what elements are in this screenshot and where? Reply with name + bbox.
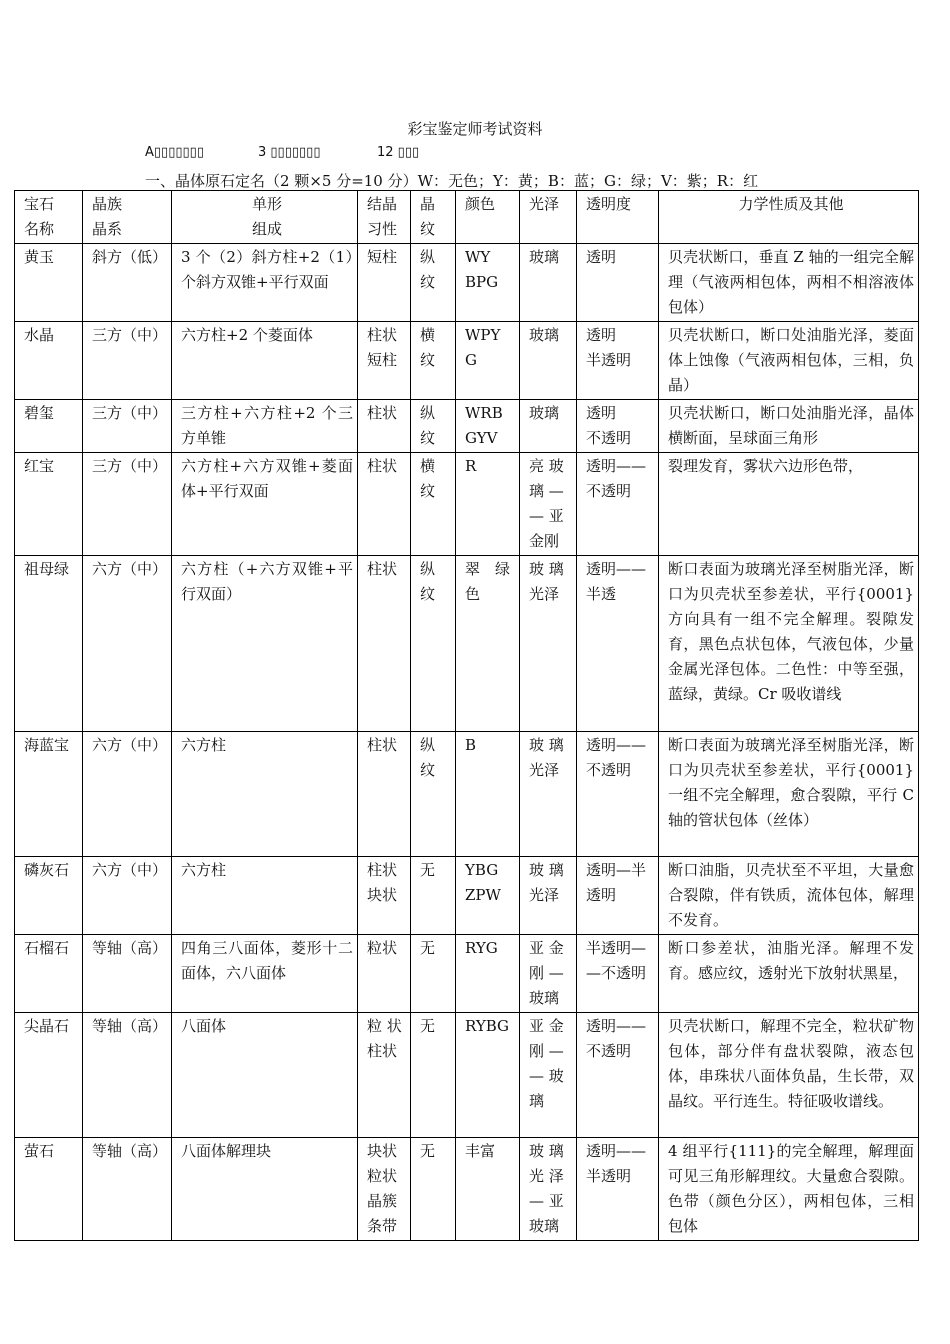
cell-habit: 短柱 xyxy=(358,244,411,322)
cell-family: 等轴（高） xyxy=(83,935,172,1013)
cell-striation: 横 纹 xyxy=(411,453,456,556)
cell-habit: 粒 状 柱状 xyxy=(358,1013,411,1138)
cell-striation: 纵 纹 xyxy=(411,244,456,322)
cell-transparency: 透明—— 不透明 xyxy=(577,453,659,556)
cell-habit: 柱状 块状 xyxy=(358,857,411,935)
cell-mech: 贝壳状断口，垂直 Z 轴的一组完全解理（气液两相包体，两相不相溶液体包体） xyxy=(659,244,919,322)
cell-transparency: 透明—— 半透 xyxy=(577,556,659,732)
cell-color: R xyxy=(456,453,520,556)
cell-transparency: 透明 不透明 xyxy=(577,400,659,453)
cell-gem: 祖母绿 xyxy=(15,556,83,732)
cell-gem: 石榴石 xyxy=(15,935,83,1013)
cell-transparency: 透明 半透明 xyxy=(577,322,659,400)
cell-mech: 断口参差状，油脂光泽。解理不发育。感应纹，透射光下放射状黑星， xyxy=(659,935,919,1013)
cell-transparency: 透明—— 不透明 xyxy=(577,1013,659,1138)
cell-habit: 柱状 xyxy=(358,732,411,857)
cell-family: 斜方（低） xyxy=(83,244,172,322)
cell-color: WPY G xyxy=(456,322,520,400)
cell-form: 八面体解理块 xyxy=(172,1138,358,1241)
cell-family: 等轴（高） xyxy=(83,1138,172,1241)
cell-striation: 纵 纹 xyxy=(411,556,456,732)
table-header-row xyxy=(15,191,919,244)
cell-gem: 磷灰石 xyxy=(15,857,83,935)
table-row xyxy=(15,935,919,1013)
cell-family: 三方（中） xyxy=(83,453,172,556)
cell-form: 四角三八面体，菱形十二面体，六八面体 xyxy=(172,935,358,1013)
cell-color: 丰富 xyxy=(456,1138,520,1241)
cell-family: 六方（中） xyxy=(83,857,172,935)
gem-table xyxy=(14,190,919,1241)
cell-striation: 纵 纹 xyxy=(411,732,456,857)
cell-color: RYBG xyxy=(456,1013,520,1138)
cell-luster: 玻璃 xyxy=(520,244,577,322)
cell-color: YBG ZPW xyxy=(456,857,520,935)
cell-gem: 海蓝宝 xyxy=(15,732,83,857)
cell-habit: 柱状 短柱 xyxy=(358,322,411,400)
cell-luster: 玻 璃 光泽 xyxy=(520,857,577,935)
cell-family: 等轴（高） xyxy=(83,1013,172,1138)
table-row xyxy=(15,400,919,453)
table-row xyxy=(15,244,919,322)
cell-form: 六方柱 xyxy=(172,857,358,935)
cell-family: 三方（中） xyxy=(83,400,172,453)
cell-gem: 碧玺 xyxy=(15,400,83,453)
header-habit: 结晶 习性 xyxy=(358,191,411,244)
meta-c: 12 ▯▯▯ xyxy=(377,145,420,160)
cell-luster: 亚 金 刚 — 玻璃 xyxy=(520,935,577,1013)
meta-a: A▯▯▯▯▯▯▯ xyxy=(145,145,204,160)
cell-mech: 贝壳状断口，断口处油脂光泽，菱面体上蚀像（气液两相包体，三相，负晶） xyxy=(659,322,919,400)
cell-striation: 纵 纹 xyxy=(411,400,456,453)
header-color: 颜色 xyxy=(456,191,520,244)
cell-mech: 4 组平行{111}的完全解理，解理面可见三角形解理纹。大量愈合裂隙。色带（颜色分区），两相包体，三相包体 xyxy=(659,1138,919,1241)
cell-luster: 亮 玻 璃 — — 亚 金刚 xyxy=(520,453,577,556)
cell-color: RYG xyxy=(456,935,520,1013)
cell-habit: 柱状 xyxy=(358,400,411,453)
cell-transparency: 透明 xyxy=(577,244,659,322)
cell-habit: 粒状 xyxy=(358,935,411,1013)
cell-form: 六方柱（+六方双锥+平行双面） xyxy=(172,556,358,732)
cell-mech: 贝壳状断口，解理不完全，粒状矿物包体，部分伴有盘状裂隙，液态包体，串珠状八面体负晶，生长带，双晶纹。平行连生。特征吸收谱线。 xyxy=(659,1013,919,1138)
cell-form: 六方柱 xyxy=(172,732,358,857)
cell-form: 六方柱+六方双锥+菱面体+平行双面 xyxy=(172,453,358,556)
table-row xyxy=(15,1138,919,1241)
cell-luster: 玻璃 xyxy=(520,322,577,400)
cell-family: 六方（中） xyxy=(83,732,172,857)
meta-b: 3 ▯▯▯▯▯▯▯ xyxy=(258,145,321,160)
section-heading: 一、晶体原石定名（2 颗×5 分=10 分）W：无色；Y：黄；B：蓝；G：绿；V：紫；R：红 xyxy=(145,172,759,190)
cell-color: B xyxy=(456,732,520,857)
cell-habit: 块状 粒状 晶簇 条带 xyxy=(358,1138,411,1241)
header-form: 单形 组成 xyxy=(172,191,358,244)
cell-striation: 无 xyxy=(411,1013,456,1138)
header-family: 晶族 晶系 xyxy=(83,191,172,244)
cell-gem: 红宝 xyxy=(15,453,83,556)
cell-color: WY BPG xyxy=(456,244,520,322)
header-gem: 宝石 名称 xyxy=(15,191,83,244)
cell-mech: 断口表面为玻璃光泽至树脂光泽，断口为贝壳状至参差状，平行{0001}一组不完全解理，愈合裂隙，平行 C 轴的管状包体（丝体） xyxy=(659,732,919,857)
cell-habit: 柱状 xyxy=(358,556,411,732)
table-row xyxy=(15,732,919,857)
table-row xyxy=(15,556,919,732)
header-mech: 力学性质及其他 xyxy=(659,191,919,244)
cell-luster: 玻璃 xyxy=(520,400,577,453)
cell-transparency: 半透明— —不透明 xyxy=(577,935,659,1013)
cell-transparency: 透明—半 透明 xyxy=(577,857,659,935)
cell-color: WRB GYV xyxy=(456,400,520,453)
cell-striation: 无 xyxy=(411,1138,456,1241)
cell-luster: 玻 璃 光泽 xyxy=(520,732,577,857)
header-striation: 晶 纹 xyxy=(411,191,456,244)
cell-form: 六方柱+2 个菱面体 xyxy=(172,322,358,400)
table-row xyxy=(15,322,919,400)
cell-luster: 玻 璃 光泽 xyxy=(520,556,577,732)
cell-color: 翠 绿 色 xyxy=(456,556,520,732)
cell-mech: 贝壳状断口，断口处油脂光泽，晶体横断面，呈球面三角形 xyxy=(659,400,919,453)
header-transparency: 透明度 xyxy=(577,191,659,244)
cell-striation: 无 xyxy=(411,935,456,1013)
table-row xyxy=(15,1013,919,1138)
cell-mech: 裂理发育，雾状六边形色带， xyxy=(659,453,919,556)
header-luster: 光泽 xyxy=(520,191,577,244)
cell-form: 三方柱+六方柱+2 个三方单锥 xyxy=(172,400,358,453)
cell-striation: 无 xyxy=(411,857,456,935)
cell-luster: 玻 璃 光 泽 — 亚 玻璃 xyxy=(520,1138,577,1241)
cell-luster: 亚 金 刚 — — 玻 璃 xyxy=(520,1013,577,1138)
cell-mech: 断口表面为玻璃光泽至树脂光泽，断口为贝壳状至参差状，平行{0001}方向具有一组不完全解理。裂隙发育，黑色点状包体，气液包体，少量金属光泽包体。二色性：中等至强，蓝绿，黄绿。Cr 吸收谱线 xyxy=(659,556,919,732)
cell-family: 六方（中） xyxy=(83,556,172,732)
cell-form: 八面体 xyxy=(172,1013,358,1138)
table-row xyxy=(15,857,919,935)
cell-gem: 萤石 xyxy=(15,1138,83,1241)
cell-habit: 柱状 xyxy=(358,453,411,556)
cell-gem: 水晶 xyxy=(15,322,83,400)
table-row xyxy=(15,453,919,556)
cell-gem: 黄玉 xyxy=(15,244,83,322)
cell-striation: 横 纹 xyxy=(411,322,456,400)
cell-mech: 断口油脂，贝壳状至不平坦，大量愈合裂隙，伴有铁质，流体包体，解理不发育。 xyxy=(659,857,919,935)
cell-family: 三方（中） xyxy=(83,322,172,400)
cell-form: 3 个（2）斜方柱+2（1）个斜方双锥+平行双面 xyxy=(172,244,358,322)
cell-transparency: 透明—— 半透明 xyxy=(577,1138,659,1241)
page-title: 彩宝鉴定师考试资料 xyxy=(407,120,543,138)
cell-gem: 尖晶石 xyxy=(15,1013,83,1138)
cell-transparency: 透明—— 不透明 xyxy=(577,732,659,857)
